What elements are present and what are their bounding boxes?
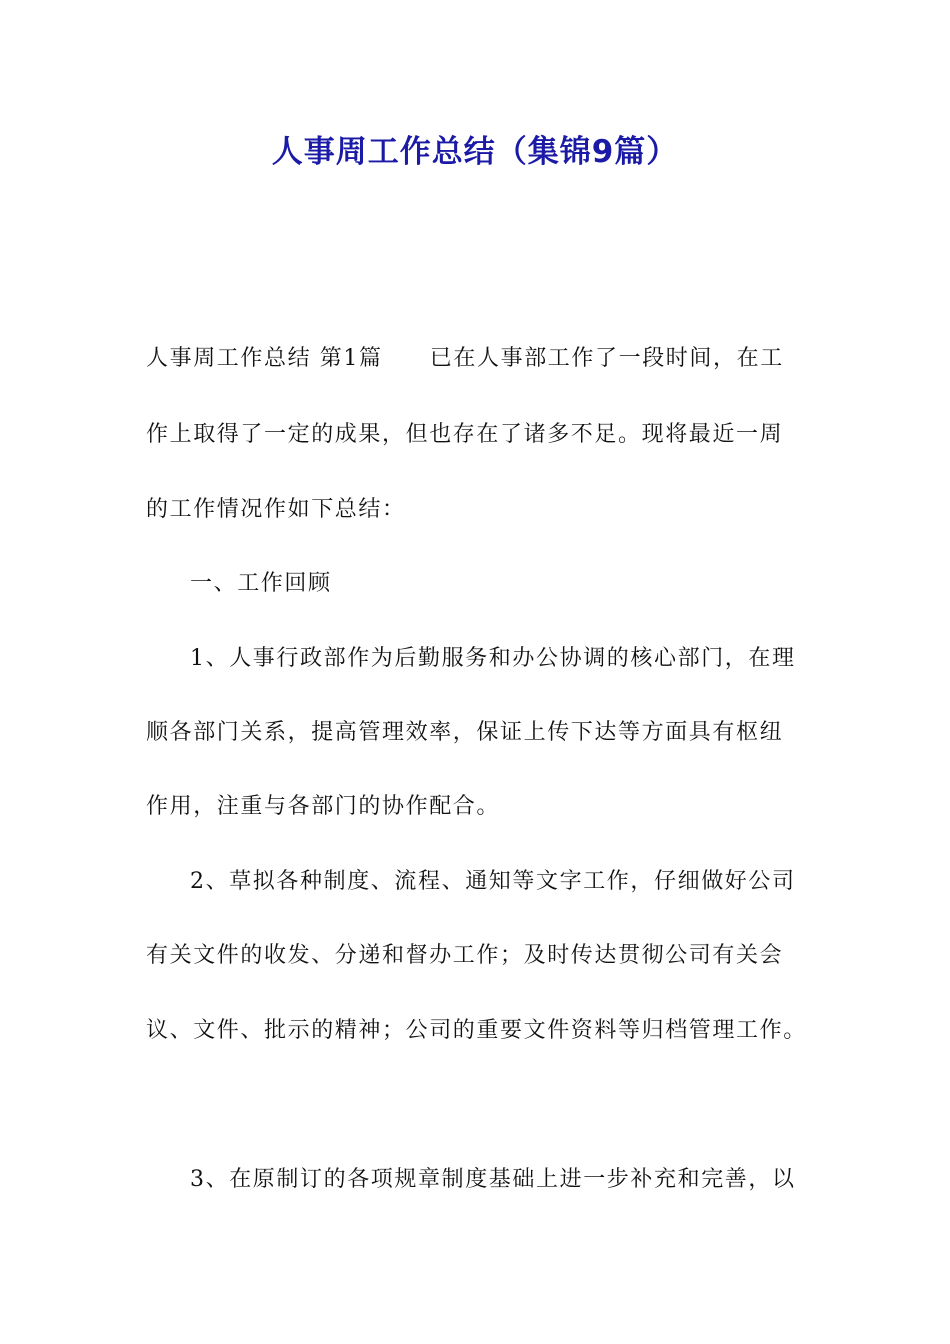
paragraph-line: 3、在原制订的各项规章制度基础上进一步补充和完善，以 xyxy=(190,1167,796,1192)
paragraph-line: 人事周工作总结 第1篇 已在人事部工作了一段时间，在工 xyxy=(146,346,784,371)
document-title: 人事周工作总结（集锦9篇） xyxy=(271,134,679,170)
paragraph-line: 议、文件、批示的精神；公司的重要文件资料等归档管理工作。 xyxy=(146,1018,807,1043)
paragraph-line: 顺各部门关系，提高管理效率，保证上传下达等方面具有枢纽 xyxy=(146,720,784,745)
paragraph-line: 1、人事行政部作为后勤服务和办公协调的核心部门，在理 xyxy=(190,646,796,671)
section-heading: 一、工作回顾 xyxy=(190,571,332,596)
paragraph-line: 作上取得了一定的成果，但也存在了诸多不足。现将最近一周 xyxy=(146,422,784,447)
paragraph-line: 作用，注重与各部门的协作配合。 xyxy=(146,794,501,819)
paragraph-line: 2、草拟各种制度、流程、通知等文字工作，仔细做好公司 xyxy=(190,869,796,894)
paragraph-line: 有关文件的收发、分递和督办工作；及时传达贯彻公司有关会 xyxy=(146,943,784,968)
paragraph-line: 的工作情况作如下总结： xyxy=(146,497,406,522)
